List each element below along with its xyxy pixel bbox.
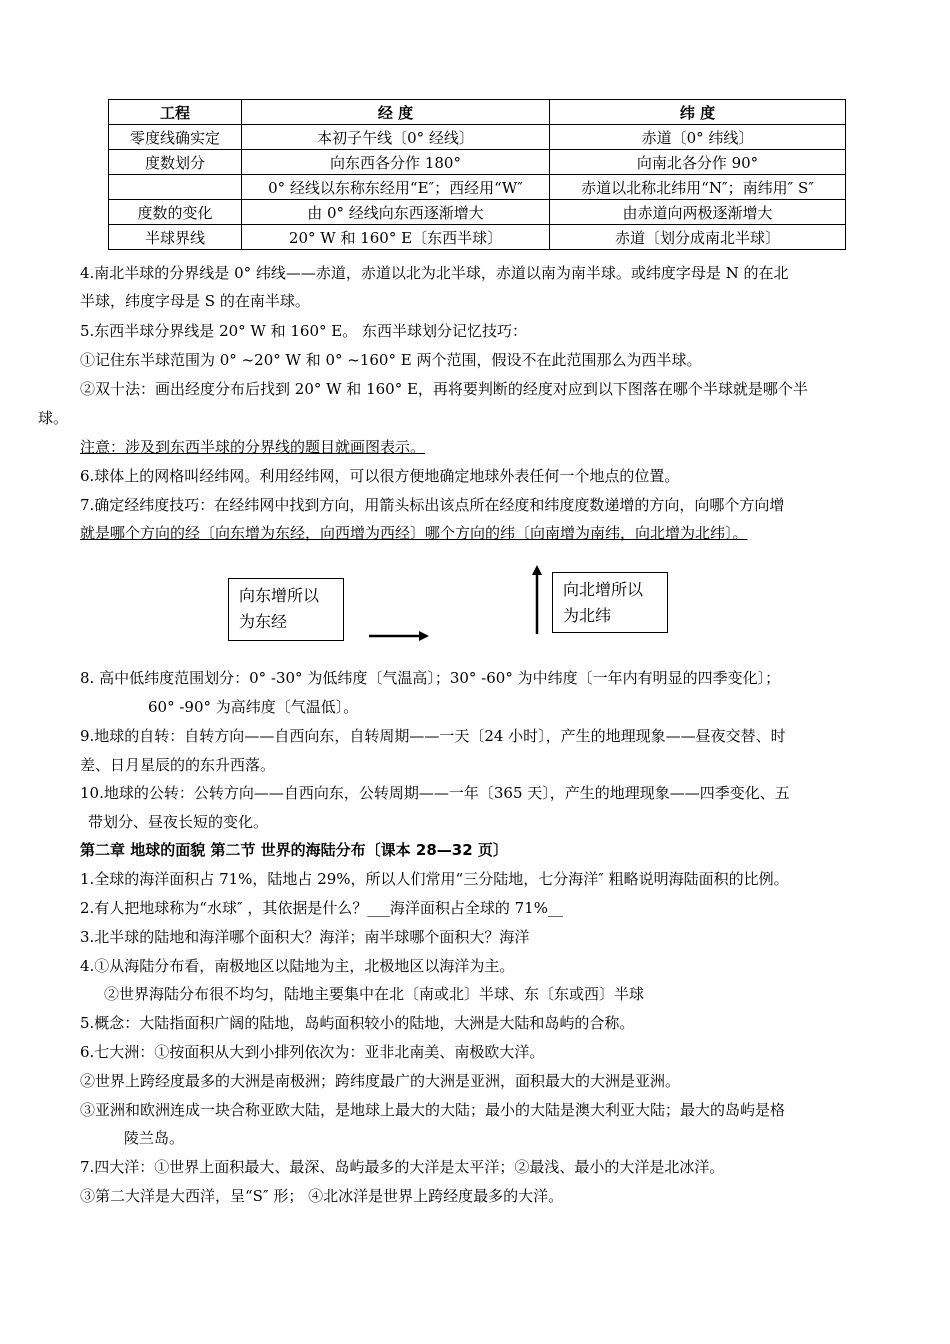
table-row	[109, 125, 846, 150]
section-line-5: 5.概念：大陆指面积广阔的陆地，岛屿面积较小的陆地，大洲是大陆和岛屿的合称。	[80, 1014, 635, 1032]
line-5-2a: ②双十法：画出经度分布后找到 20° W 和 160° E，再将要判断的经度对应到以下图落在哪个半球就是哪个半	[80, 380, 808, 398]
arrow-right-icon	[367, 628, 433, 644]
section-line-7b: ③第二大洋是大西洋，呈“S″ 形； ④北冰洋是世界上跨经度最多的大洋。	[80, 1187, 564, 1205]
line-9a: 9.地球的自转：自转方向——自西向东，自转周期——一天〔24 小时〕，产生的地理现象——昼夜交替、时	[80, 727, 786, 745]
north-latitude-box: 向北增所以为北纬	[552, 572, 668, 633]
table-cell: 度数划分	[109, 150, 242, 175]
table-row	[109, 150, 846, 175]
section-line-1: 1.全球的海洋面积占 71%，陆地占 29%，所以人们常用“三分陆地，七分海洋″ 粗略说明海陆面积的比例。	[80, 870, 789, 888]
line-9b: 差、日月星辰的的东升西落。	[80, 756, 276, 774]
section-line-7a: 7.四大洋：①世界上面积最大、最深、岛屿最多的大洋是太平洋；②最浅、最小的大洋是北冰洋。	[80, 1158, 725, 1176]
table-row	[109, 225, 846, 250]
east-longitude-box: 向东增所以为东经	[228, 578, 344, 641]
table-cell: 由 0° 经线向东西逐渐增大	[242, 200, 550, 225]
table-cell: 度数的变化	[109, 200, 242, 225]
header-cell: 纬 度	[550, 100, 846, 125]
section-line-2: 2.有人把地球称为“水球″ ，其依据是什么？___海洋面积占全球的 71%__	[80, 899, 563, 917]
table-cell: 零度线确实定	[109, 125, 242, 150]
table-cell	[109, 175, 242, 200]
section-line-3: 3.北半球的陆地和海洋哪个面积大？海洋；南半球哪个面积大？海洋	[80, 928, 530, 946]
header-cell: 工程	[109, 100, 242, 125]
note-line: 注意：涉及到东西半球的分界线的题目就画图表示。	[80, 438, 426, 456]
table-header-row	[109, 100, 846, 125]
line-5-2b: 球。	[38, 409, 69, 427]
section-line-4b: ②世界海陆分布很不均匀，陆地主要集中在北〔南或北〕半球、东〔东或西〕半球	[104, 985, 645, 1003]
table-row	[109, 175, 846, 200]
line-8a: 8. 高中低纬度范围划分：0° -30° 为低纬度〔气温高〕；30° -60° 为中纬度〔一年内有明显的四季变化〕；	[80, 669, 781, 687]
table-row	[109, 200, 846, 225]
table-cell: 赤道〔划分成南北半球〕	[550, 225, 846, 250]
line-5: 5.东西半球分界线是 20° W 和 160° E。 东西半球划分记忆技巧：	[80, 322, 528, 340]
line-8b: 60° -90° 为高纬度〔气温低〕。	[148, 698, 359, 716]
table-cell: 0° 经线以东称东经用“E″；西经用“W″	[242, 175, 550, 200]
table-cell: 半球界线	[109, 225, 242, 250]
line-5-1: ①记住东半球范围为 0° ~20° W 和 0° ~160° E 两个范围，假设不在此范围那么为西半球。	[80, 351, 702, 369]
table-cell: 赤道以北称北纬用“N″；南纬用″ S″	[550, 175, 846, 200]
line-7b: 就是哪个方向的经〔向东增为东经，向西增为西经〕哪个方向的纬〔向南增为南纬，向北增为北纬〕。	[80, 524, 748, 542]
table-cell: 由赤道向两极逐渐增大	[550, 200, 846, 225]
section-line-6d: 陵兰岛。	[124, 1129, 185, 1147]
arrow-up-icon	[529, 563, 545, 635]
section-line-6c: ③亚洲和欧洲连成一块合称亚欧大陆，是地球上最大的大陆；最小的大陆是澳大利亚大陆；最大的岛屿是格	[80, 1101, 786, 1119]
section-line-6a: 6.七大洲：①按面积从大到小排列依次为：亚非北南美、南极欧大洋。	[80, 1043, 545, 1061]
line-6: 6.球体上的网格叫经纬网。利用经纬网，可以很方便地确定地球外表任何一个地点的位置。	[80, 467, 680, 485]
table-cell: 赤道〔0° 纬线〕	[550, 125, 846, 150]
table-cell: 本初子午线〔0° 经线〕	[242, 125, 550, 150]
line-10a: 10.地球的公转：公转方向——自西向东，公转周期——一年〔365 天〕，产生的地理现象——四季变化、五	[80, 784, 790, 802]
line-10b: 带划分、昼夜长短的变化。	[88, 813, 269, 831]
table-cell: 向南北各分作 90°	[550, 150, 846, 175]
header-cell: 经 度	[242, 100, 550, 125]
chapter-heading: 第二章 地球的面貌 第二节 世界的海陆分布〔课本 28—32 页〕	[80, 841, 508, 859]
table-cell: 向东西各分作 180°	[242, 150, 550, 175]
table-cell: 20° W 和 160° E〔东西半球〕	[242, 225, 550, 250]
section-line-4a: 4.①从海陆分布看，南极地区以陆地为主，北极地区以海洋为主。	[80, 957, 515, 975]
line-4a: 4.南北半球的分界线是 0° 纬线——赤道，赤道以北为北半球，赤道以南为南半球。或纬度字母是 N 的在北	[80, 264, 789, 282]
longitude-latitude-table	[108, 99, 846, 250]
line-4b: 半球，纬度字母是 S 的在南半球。	[80, 292, 310, 310]
section-line-6b: ②世界上跨经度最多的大洲是南极洲；跨纬度最广的大洲是亚洲，面积最大的大洲是亚洲。	[80, 1072, 681, 1090]
line-7a: 7.确定经纬度技巧：在经纬网中找到方向，用箭头标出该点所在经度和纬度度数递增的方向，向哪个方向增	[80, 496, 785, 514]
